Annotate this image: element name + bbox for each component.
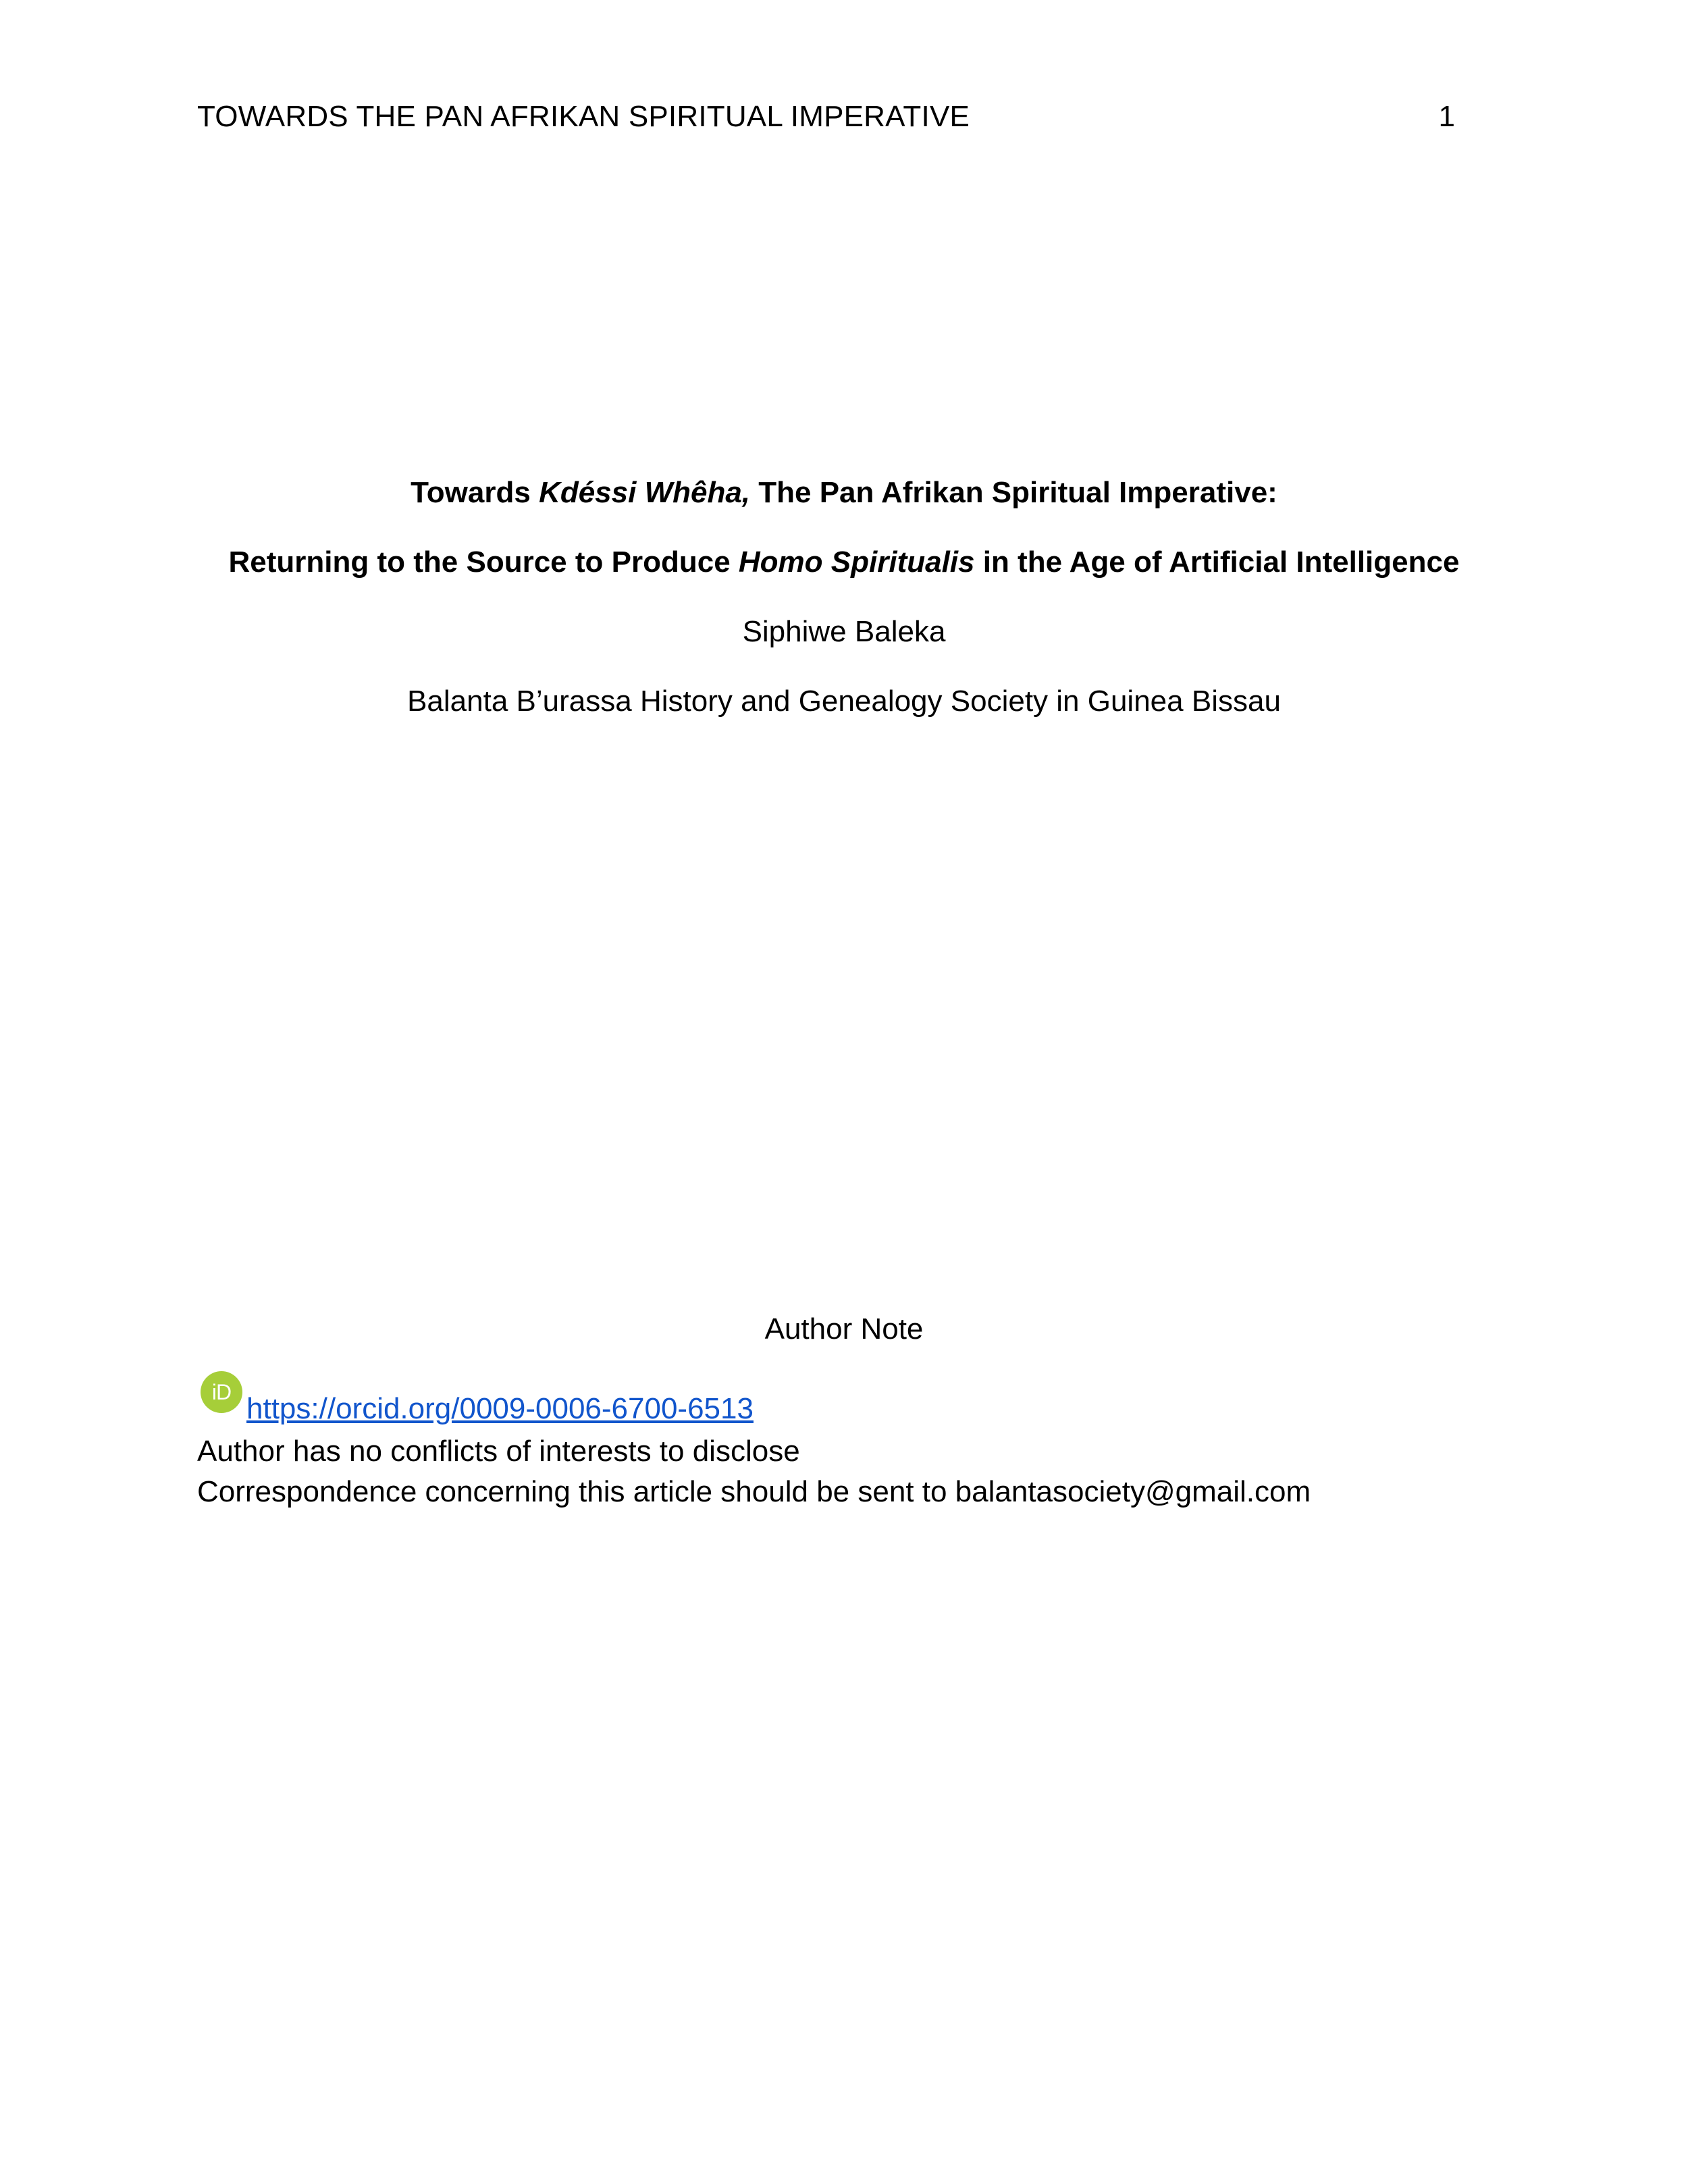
running-head: TOWARDS THE PAN AFRIKAN SPIRITUAL IMPERATIVE (197, 100, 970, 133)
author-note-heading: Author Note (764, 1312, 924, 1346)
title-line-1-suffix: The Pan Afrikan Spiritual Imperative: (750, 476, 1277, 509)
orcid-link[interactable]: https://orcid.org/0009-0006-6700-6513 (246, 1392, 754, 1425)
title-line-1-italic: Kdéssi Whêha, (539, 476, 751, 509)
author-name: Siphiwe Baleka (742, 615, 946, 648)
title-line-2-suffix: in the Age of Artificial Intelligence (974, 545, 1460, 579)
page-number: 1 (1438, 100, 1455, 133)
orcid-row (201, 1381, 754, 1428)
title-line-2-prefix: Returning to the Source to Produce (228, 545, 739, 579)
title-line-1-prefix: Towards (411, 476, 539, 509)
title-line-1 (0, 474, 1688, 512)
correspondence-statement: Correspondence concerning this article should be sent to balantasociety@gmail.com (197, 1475, 1311, 1508)
title-line-2 (0, 543, 1688, 581)
orcid-icon: iD (201, 1371, 242, 1413)
author-affiliation: Balanta B’urassa History and Genealogy Society in Guinea Bissau (407, 685, 1281, 718)
title-line-2-italic: Homo Spiritualis (738, 545, 975, 579)
conflicts-statement: Author has no conflicts of interests to disclose (197, 1435, 800, 1468)
